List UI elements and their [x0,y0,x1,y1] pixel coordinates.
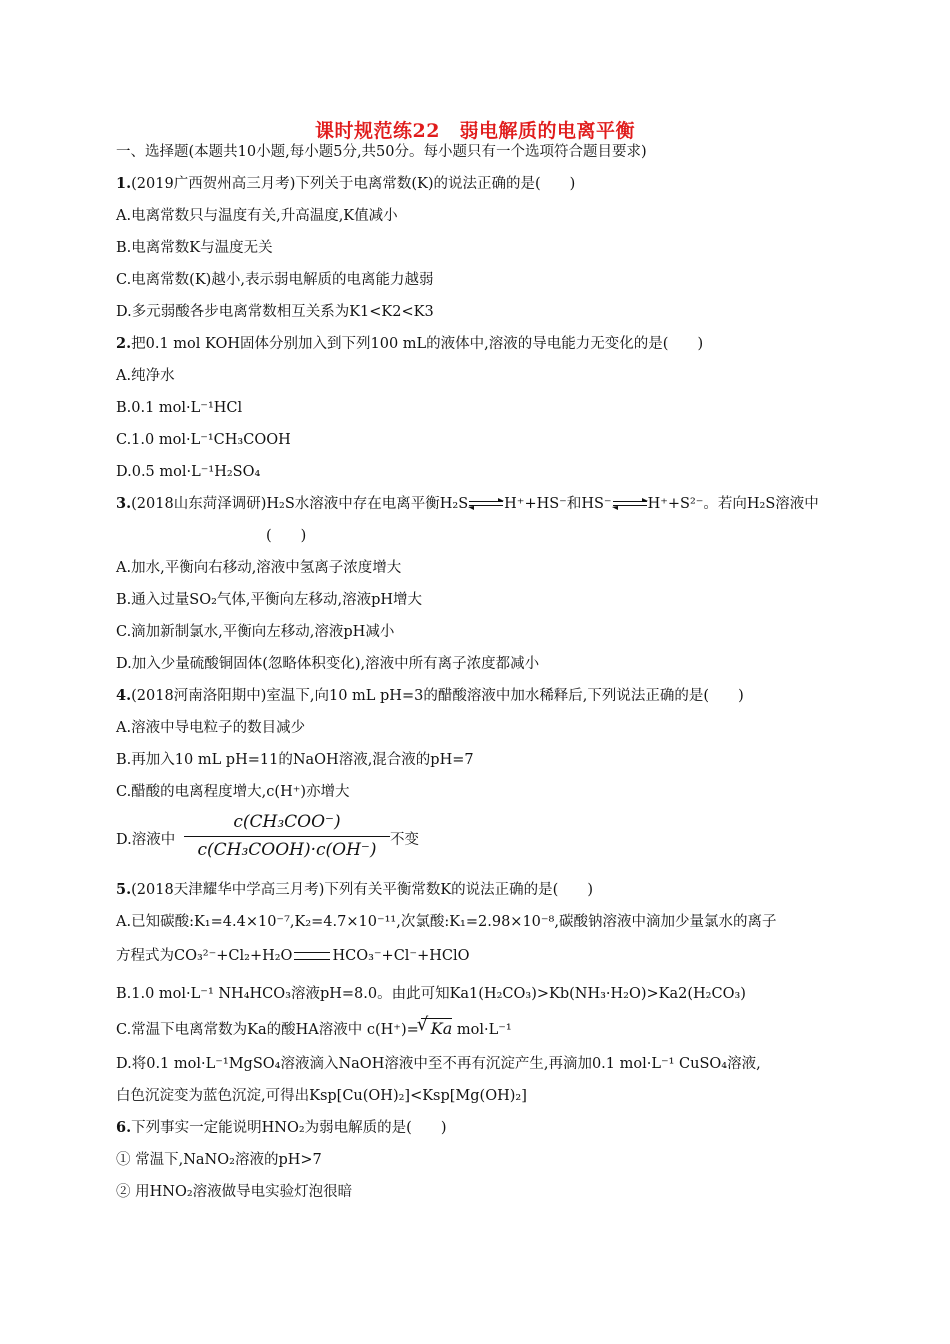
equilibrium-arrow-icon [613,500,647,508]
q5-option-a-line1: A.已知碳酸:K₁=4.4×10⁻⁷,K₂=4.7×10⁻¹¹,次氯酸:K₁=2.98×10⁻⁸,碳酸钠溶液中滴加少量氯水的离子 [116,914,777,930]
question-number: 6. [116,1119,132,1136]
question-6 [116,1118,447,1138]
q1-option-d: D.多元弱酸各步电离常数相互关系为K1<K2<K3 [116,304,434,320]
question-stem: (2018河南洛阳期中)室温下,向10 mL pH=3的醋酸溶液中加水稀释后,下列说法正确的是( ) [131,688,744,704]
q2-option-a: A.纯净水 [116,368,175,384]
question-number: 1. [116,175,132,192]
question-1 [116,174,575,194]
q3-option-b: B.通入过量SO₂气体,平衡向左移动,溶液pH增大 [116,592,423,608]
question-number: 4. [116,687,132,704]
question-2 [116,334,703,354]
q4-option-d-label: D.溶液中 [116,832,176,848]
fraction-denominator: c(CH₃COOH)·c(OH⁻) [197,840,377,860]
equation-left: 方程式为CO₃²⁻+Cl₂+H₂O [116,948,293,964]
question-stem: 把0.1 mol KOH固体分别加入到下列100 mL的液体中,溶液的导电能力无变化的是( ) [131,336,704,352]
q4-option-b: B.再加入10 mL pH=11的NaOH溶液,混合液的pH=7 [116,752,474,768]
q3-option-c: C.滴加新制氯水,平衡向左移动,溶液pH减小 [116,624,395,640]
page-title: 课时规范练22 弱电解质的电离平衡 [315,120,635,142]
question-number: 2. [116,335,132,352]
concentration-fraction [184,812,390,860]
question-stem: H⁺+HS⁻和HS⁻ [504,496,612,512]
q3-option-d: D.加入少量硫酸铜固体(忽略体积变化),溶液中所有离子浓度都减小 [116,656,540,672]
question-stem: (2019广西贺州高三月考)下列关于电离常数(K)的说法正确的是( ) [131,176,576,192]
equals-sign-icon [294,952,330,960]
q1-option-c: C.电离常数(K)越小,表示弱电解质的电离能力越弱 [116,272,434,288]
q4-option-c: C.醋酸的电离程度增大,c(H⁺)亦增大 [116,784,350,800]
equation-right: HCO₃⁻+Cl⁻+HClO [332,948,470,964]
option-text: mol·L⁻¹ [452,1022,512,1038]
question-stem: (2018天津耀华中学高三月考)下列有关平衡常数K的说法正确的是( ) [131,882,593,898]
question-stem: H⁺+S²⁻。若向H₂S溶液中 [647,496,819,512]
question-4 [116,686,744,706]
answer-blank: ( ) [266,528,307,544]
q4-option-a: A.溶液中导电粒子的数目减少 [116,720,306,736]
question-stem: 下列事实一定能说明HNO₂为弱电解质的是( ) [131,1120,447,1136]
question-number: 3. [116,495,132,512]
question-3 [116,494,819,514]
q5-option-a-line2 [116,946,470,966]
q5-option-b: B.1.0 mol·L⁻¹ NH₄HCO₃溶液pH=8.0。由此可知Ka1(H₂CO₃)>Kb(NH₃·H₂O)>Ka2(H₂CO₃) [116,986,746,1002]
q2-option-b: B.0.1 mol·L⁻¹HCl [116,400,243,416]
question-5 [116,880,593,900]
q2-option-c: C.1.0 mol·L⁻¹CH₃COOH [116,432,291,448]
question-stem: (2018山东菏泽调研)H₂S水溶液中存在电离平衡H₂S [131,496,469,512]
section-heading: 一、选择题(本题共10小题,每小题5分,共50分。每小题只有一个选项符合题目要求) [116,144,647,160]
q3-option-a: A.加水,平衡向右移动,溶液中氢离子浓度增大 [116,560,402,576]
q5-option-d-line1: D.将0.1 mol·L⁻¹MgSO₄溶液滴入NaOH溶液中至不再有沉淀产生,再滴加0.1 mol·L⁻¹ CuSO₄溶液, [116,1056,761,1072]
q1-option-a: A.电离常数只与温度有关,升高温度,K值减小 [116,208,398,224]
q5-option-d-line2: 白色沉淀变为蓝色沉淀,可得出Ksp[Cu(OH)₂]<Ksp[Mg(OH)₂] [116,1088,527,1104]
q6-item-1: ① 常温下,NaNO₂溶液的pH>7 [116,1152,322,1168]
q5-option-c [116,1018,512,1040]
question-number: 5. [116,881,132,898]
fraction-numerator: c(CH₃COO⁻) [184,812,390,837]
q2-option-d: D.0.5 mol·L⁻¹H₂SO₄ [116,464,261,480]
option-text: C.常温下电离常数为Ka的酸HA溶液中 c(H⁺)= [116,1022,419,1038]
q1-option-b: B.电离常数K与温度无关 [116,240,273,256]
q4-option-d-suffix: 不变 [390,832,419,848]
equilibrium-arrow-icon [469,500,503,508]
q6-item-2: ② 用HNO₂溶液做导电实验灯泡很暗 [116,1184,353,1200]
square-root: √ Ka [421,1018,453,1039]
